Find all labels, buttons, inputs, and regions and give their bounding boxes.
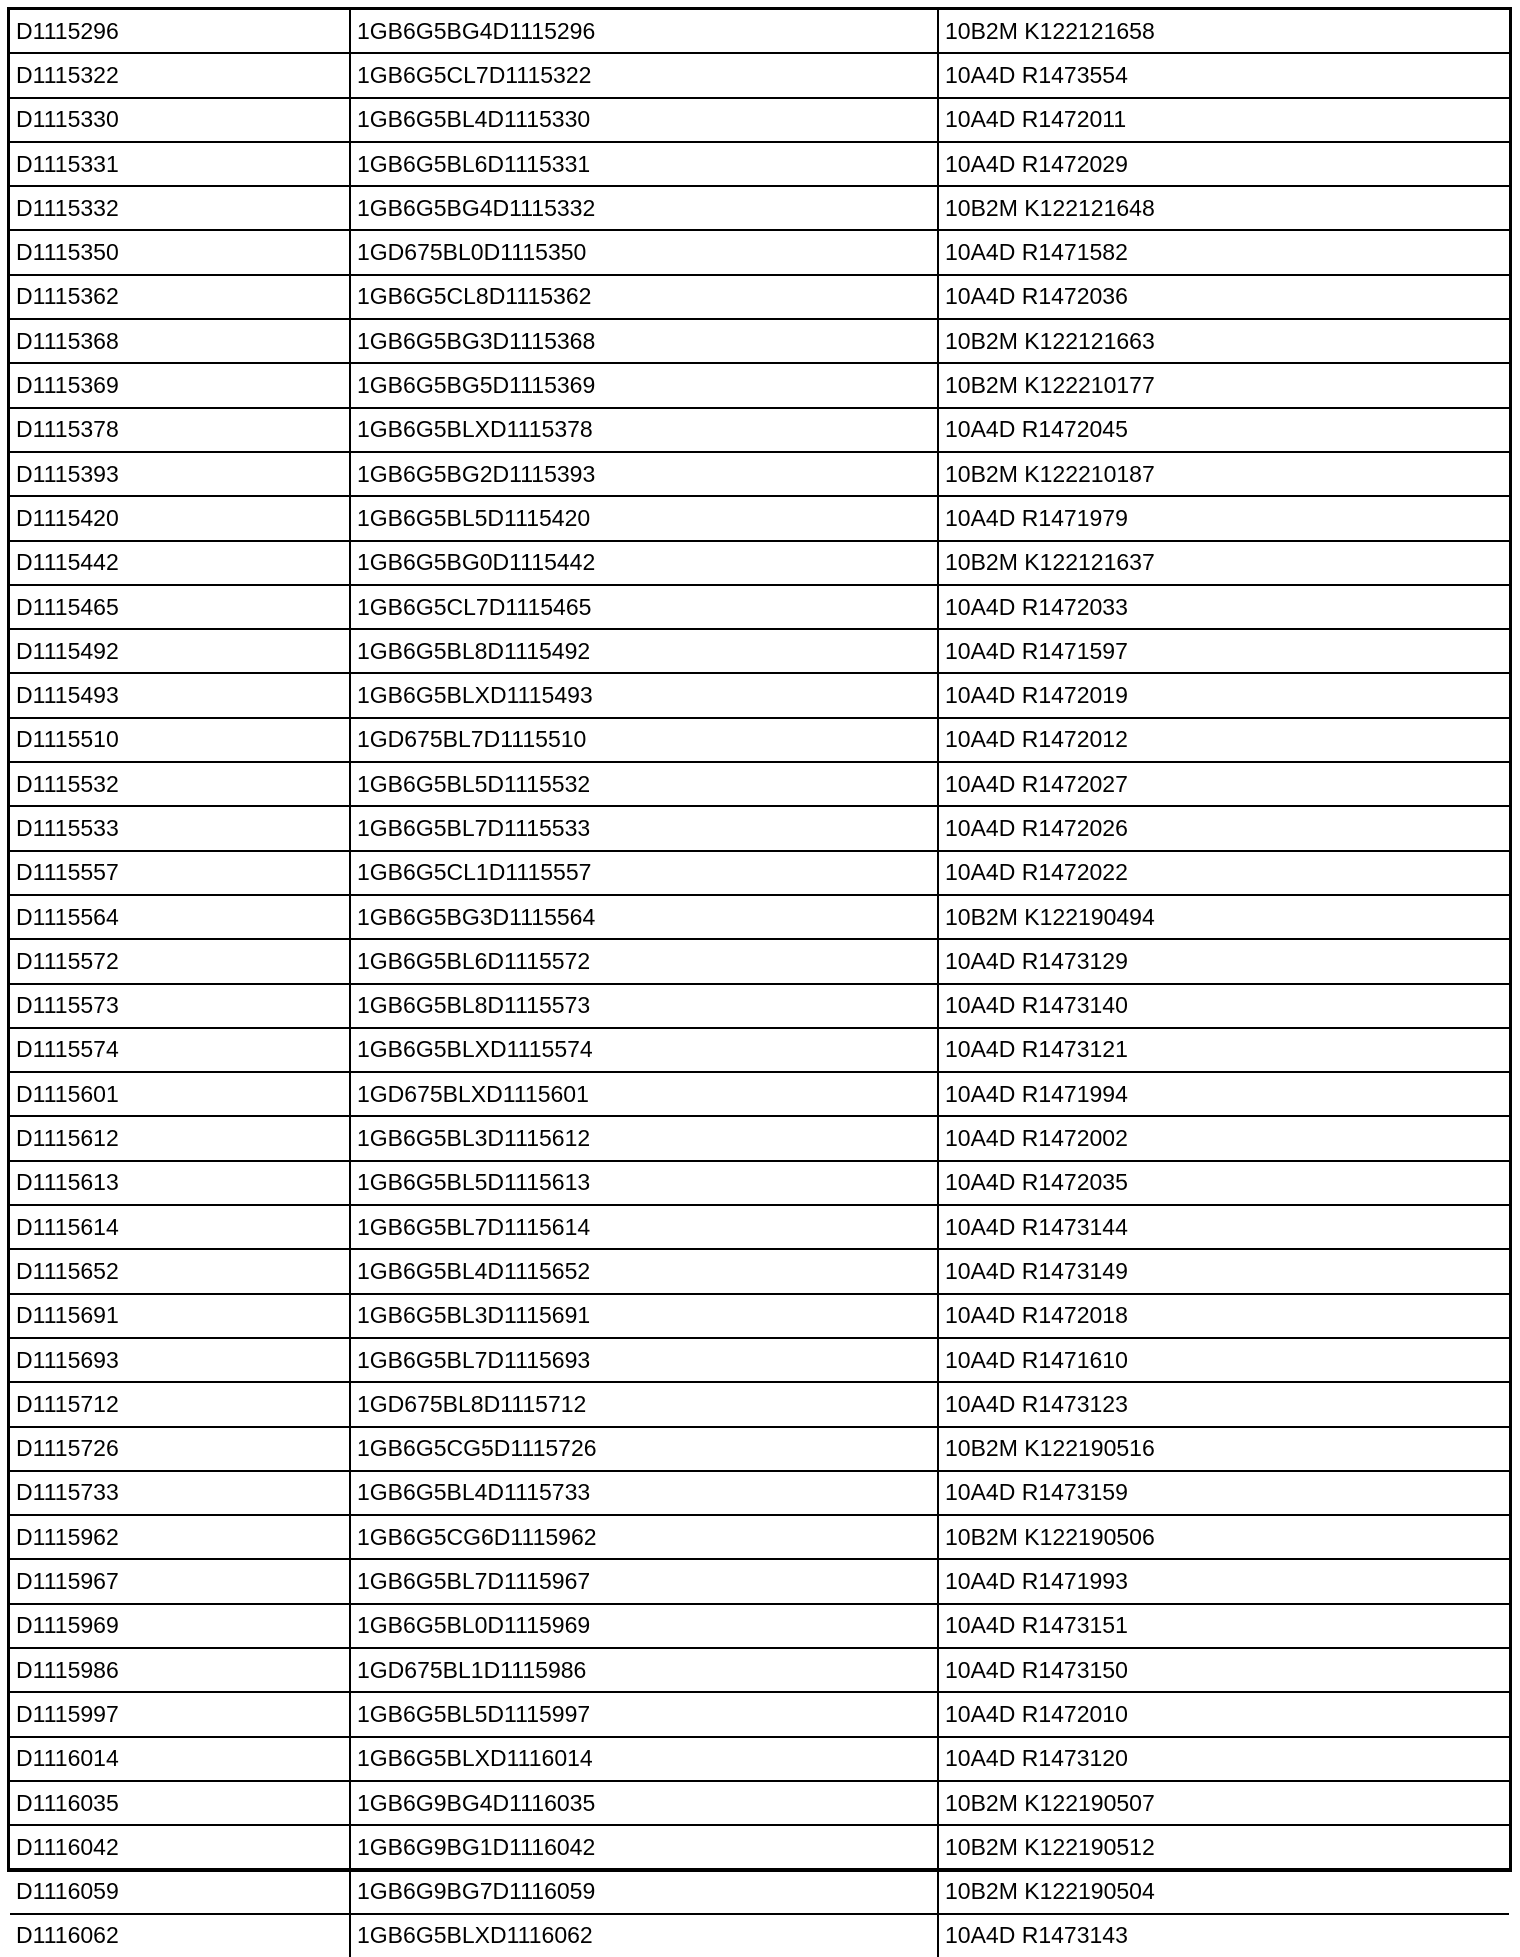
table-row: [10, 1559, 1509, 1603]
table-row: [10, 1427, 1509, 1471]
table-row: [10, 673, 1509, 717]
vin-cell: 1GB6G5BL6D1115572: [350, 939, 938, 983]
row-id-cell: D1115330: [10, 98, 350, 142]
engine-code-cell: 10A4D R1473123: [938, 1382, 1509, 1426]
vin-cell: 1GB6G5CG5D1115726: [350, 1427, 938, 1471]
table-row: [10, 53, 1509, 97]
engine-code-cell: 10A4D R1472033: [938, 585, 1509, 629]
table-body: [10, 10, 1509, 1957]
row-id-cell: D1115969: [10, 1604, 350, 1648]
row-id-cell: D1115614: [10, 1205, 350, 1249]
engine-code-cell: 10A4D R1473159: [938, 1471, 1509, 1515]
vin-cell: 1GB6G5BL7D1115533: [350, 806, 938, 850]
engine-code-cell: 10A4D R1472035: [938, 1161, 1509, 1205]
vin-cell: 1GD675BL7D1115510: [350, 718, 938, 762]
row-id-cell: D1116059: [10, 1869, 350, 1913]
vin-cell: 1GB6G5BL3D1115612: [350, 1116, 938, 1160]
vin-cell: 1GB6G5CL1D1115557: [350, 851, 938, 895]
row-id-cell: D1115442: [10, 541, 350, 585]
vin-cell: 1GB6G5BL5D1115420: [350, 496, 938, 540]
engine-code-cell: 10B2M K122190516: [938, 1427, 1509, 1471]
table-row: [10, 1737, 1509, 1781]
row-id-cell: D1115691: [10, 1294, 350, 1338]
vin-cell: 1GD675BL1D1115986: [350, 1648, 938, 1692]
row-id-cell: D1115296: [10, 10, 350, 53]
row-id-cell: D1115322: [10, 53, 350, 97]
engine-code-cell: 10B2M K122190507: [938, 1781, 1509, 1825]
engine-code-cell: 10B2M K122121648: [938, 186, 1509, 230]
vin-cell: 1GB6G9BG4D1116035: [350, 1781, 938, 1825]
engine-code-cell: 10A4D R1473120: [938, 1737, 1509, 1781]
vin-cell: 1GB6G5BL5D1115532: [350, 762, 938, 806]
row-id-cell: D1115350: [10, 230, 350, 274]
engine-code-cell: 10A4D R1472022: [938, 851, 1509, 895]
engine-code-cell: 10B2M K122190494: [938, 895, 1509, 939]
row-id-cell: D1115332: [10, 186, 350, 230]
vin-cell: 1GB6G5BLXD1115378: [350, 408, 938, 452]
vin-cell: 1GB6G5BG0D1115442: [350, 541, 938, 585]
table-row: [10, 939, 1509, 983]
table-row: [10, 541, 1509, 585]
data-table-container: [7, 7, 1512, 1949]
engine-code-cell: 10A4D R1472045: [938, 408, 1509, 452]
table-row: [10, 1471, 1509, 1515]
vin-cell: 1GB6G5CG6D1115962: [350, 1515, 938, 1559]
vin-cell: 1GB6G5BG2D1115393: [350, 452, 938, 496]
table-row: [10, 585, 1509, 629]
row-id-cell: D1115612: [10, 1116, 350, 1160]
engine-code-cell: 10A4D R1471979: [938, 496, 1509, 540]
vin-cell: 1GB6G5BG4D1115296: [350, 10, 938, 53]
engine-code-cell: 10A4D R1473149: [938, 1249, 1509, 1293]
table-row: [10, 629, 1509, 673]
engine-code-cell: 10A4D R1471610: [938, 1338, 1509, 1382]
row-id-cell: D1115726: [10, 1427, 350, 1471]
vin-cell: 1GB6G5BL8D1115492: [350, 629, 938, 673]
table-row: [10, 1338, 1509, 1382]
table-row: [10, 1294, 1509, 1338]
table-row: [10, 1692, 1509, 1736]
row-id-cell: D1115652: [10, 1249, 350, 1293]
vin-cell: 1GB6G5BL4D1115733: [350, 1471, 938, 1515]
engine-code-cell: 10B2M K122121637: [938, 541, 1509, 585]
table-row: [10, 496, 1509, 540]
engine-code-cell: 10A4D R1472012: [938, 718, 1509, 762]
vin-cell: 1GB6G5BL3D1115691: [350, 1294, 938, 1338]
engine-code-cell: 10B2M K122210187: [938, 452, 1509, 496]
vin-cell: 1GB6G5BL4D1115330: [350, 98, 938, 142]
data-table: [10, 10, 1509, 1957]
engine-code-cell: 10A4D R1471994: [938, 1072, 1509, 1116]
engine-code-cell: 10A4D R1472027: [938, 762, 1509, 806]
table-row: [10, 1382, 1509, 1426]
row-id-cell: D1115572: [10, 939, 350, 983]
table-row: [10, 363, 1509, 407]
vin-cell: 1GB6G9BG7D1116059: [350, 1869, 938, 1913]
row-id-cell: D1115362: [10, 275, 350, 319]
vin-cell: 1GB6G5CL8D1115362: [350, 275, 938, 319]
vin-cell: 1GD675BL8D1115712: [350, 1382, 938, 1426]
table-row: [10, 1161, 1509, 1205]
row-id-cell: D1115601: [10, 1072, 350, 1116]
vin-cell: 1GB6G5BG5D1115369: [350, 363, 938, 407]
table-row: [10, 1205, 1509, 1249]
table-row: [10, 1648, 1509, 1692]
table-row: [10, 408, 1509, 452]
vin-cell: 1GB6G9BG1D1116042: [350, 1825, 938, 1869]
table-row: [10, 98, 1509, 142]
vin-cell: 1GB6G5BG3D1115368: [350, 319, 938, 363]
row-id-cell: D1115420: [10, 496, 350, 540]
engine-code-cell: 10A4D R1473554: [938, 53, 1509, 97]
engine-code-cell: 10B2M K122190504: [938, 1869, 1509, 1913]
table-row: [10, 1781, 1509, 1825]
row-id-cell: D1115369: [10, 363, 350, 407]
engine-code-cell: 10A4D R1472019: [938, 673, 1509, 717]
engine-code-cell: 10A4D R1471993: [938, 1559, 1509, 1603]
row-id-cell: D1115997: [10, 1692, 350, 1736]
engine-code-cell: 10A4D R1472010: [938, 1692, 1509, 1736]
engine-code-cell: 10B2M K122121658: [938, 10, 1509, 53]
table-row: [10, 851, 1509, 895]
vin-cell: 1GB6G5BL5D1115613: [350, 1161, 938, 1205]
engine-code-cell: 10A4D R1471597: [938, 629, 1509, 673]
row-id-cell: D1115962: [10, 1515, 350, 1559]
engine-code-cell: 10A4D R1473144: [938, 1205, 1509, 1249]
row-id-cell: D1115564: [10, 895, 350, 939]
vin-cell: 1GB6G5BL6D1115331: [350, 142, 938, 186]
engine-code-cell: 10A4D R1472036: [938, 275, 1509, 319]
row-id-cell: D1116035: [10, 1781, 350, 1825]
row-id-cell: D1115986: [10, 1648, 350, 1692]
vin-cell: 1GB6G5BL7D1115614: [350, 1205, 938, 1249]
engine-code-cell: 10A4D R1471582: [938, 230, 1509, 274]
table-row: [10, 275, 1509, 319]
engine-code-cell: 10A4D R1473140: [938, 984, 1509, 1028]
vin-cell: 1GB6G5BL7D1115693: [350, 1338, 938, 1382]
vin-cell: 1GB6G5CL7D1115322: [350, 53, 938, 97]
vin-cell: 1GB6G5BLXD1115493: [350, 673, 938, 717]
vin-cell: 1GB6G5BL8D1115573: [350, 984, 938, 1028]
table-row: [10, 1869, 1509, 1913]
engine-code-cell: 10A4D R1472026: [938, 806, 1509, 850]
table-row: [10, 984, 1509, 1028]
engine-code-cell: 10A4D R1473143: [938, 1914, 1509, 1957]
engine-code-cell: 10B2M K122121663: [938, 319, 1509, 363]
table-row: [10, 806, 1509, 850]
table-row: [10, 1604, 1509, 1648]
row-id-cell: D1115510: [10, 718, 350, 762]
table-row: [10, 1028, 1509, 1072]
engine-code-cell: 10B2M K122190512: [938, 1825, 1509, 1869]
engine-code-cell: 10A4D R1472011: [938, 98, 1509, 142]
vin-cell: 1GB6G5BG4D1115332: [350, 186, 938, 230]
row-id-cell: D1115378: [10, 408, 350, 452]
row-id-cell: D1115613: [10, 1161, 350, 1205]
row-id-cell: D1115533: [10, 806, 350, 850]
vin-cell: 1GB6G5BLXD1115574: [350, 1028, 938, 1072]
row-id-cell: D1115331: [10, 142, 350, 186]
engine-code-cell: 10A4D R1472002: [938, 1116, 1509, 1160]
table-row: [10, 1249, 1509, 1293]
vin-cell: 1GB6G5BG3D1115564: [350, 895, 938, 939]
table-row: [10, 186, 1509, 230]
vin-cell: 1GB6G5BL4D1115652: [350, 1249, 938, 1293]
engine-code-cell: 10B2M K122190506: [938, 1515, 1509, 1559]
table-row: [10, 142, 1509, 186]
row-id-cell: D1115393: [10, 452, 350, 496]
row-id-cell: D1116062: [10, 1914, 350, 1957]
table-row: [10, 762, 1509, 806]
table-row: [10, 1072, 1509, 1116]
row-id-cell: D1115557: [10, 851, 350, 895]
row-id-cell: D1115967: [10, 1559, 350, 1603]
vin-cell: 1GB6G5BL7D1115967: [350, 1559, 938, 1603]
vin-cell: 1GD675BLXD1115601: [350, 1072, 938, 1116]
vin-cell: 1GB6G5CL7D1115465: [350, 585, 938, 629]
table-row: [10, 1914, 1509, 1957]
row-id-cell: D1115573: [10, 984, 350, 1028]
table-row: [10, 10, 1509, 53]
engine-code-cell: 10A4D R1473129: [938, 939, 1509, 983]
table-row: [10, 1515, 1509, 1559]
vin-cell: 1GD675BL0D1115350: [350, 230, 938, 274]
row-id-cell: D1115712: [10, 1382, 350, 1426]
row-id-cell: D1115492: [10, 629, 350, 673]
engine-code-cell: 10A4D R1472029: [938, 142, 1509, 186]
table-row: [10, 230, 1509, 274]
vin-cell: 1GB6G5BL5D1115997: [350, 1692, 938, 1736]
table-row: [10, 1116, 1509, 1160]
table-row: [10, 895, 1509, 939]
table-row: [10, 718, 1509, 762]
row-id-cell: D1115733: [10, 1471, 350, 1515]
engine-code-cell: 10B2M K122210177: [938, 363, 1509, 407]
table-row: [10, 452, 1509, 496]
row-id-cell: D1116014: [10, 1737, 350, 1781]
vin-cell: 1GB6G5BL0D1115969: [350, 1604, 938, 1648]
vin-cell: 1GB6G5BLXD1116014: [350, 1737, 938, 1781]
engine-code-cell: 10A4D R1473121: [938, 1028, 1509, 1072]
row-id-cell: D1115493: [10, 673, 350, 717]
engine-code-cell: 10A4D R1473150: [938, 1648, 1509, 1692]
row-id-cell: D1115532: [10, 762, 350, 806]
row-id-cell: D1116042: [10, 1825, 350, 1869]
table-row: [10, 319, 1509, 363]
row-id-cell: D1115465: [10, 585, 350, 629]
row-id-cell: D1115574: [10, 1028, 350, 1072]
row-id-cell: D1115368: [10, 319, 350, 363]
engine-code-cell: 10A4D R1473151: [938, 1604, 1509, 1648]
engine-code-cell: 10A4D R1472018: [938, 1294, 1509, 1338]
row-id-cell: D1115693: [10, 1338, 350, 1382]
vin-cell: 1GB6G5BLXD1116062: [350, 1914, 938, 1957]
table-row: [10, 1825, 1509, 1869]
